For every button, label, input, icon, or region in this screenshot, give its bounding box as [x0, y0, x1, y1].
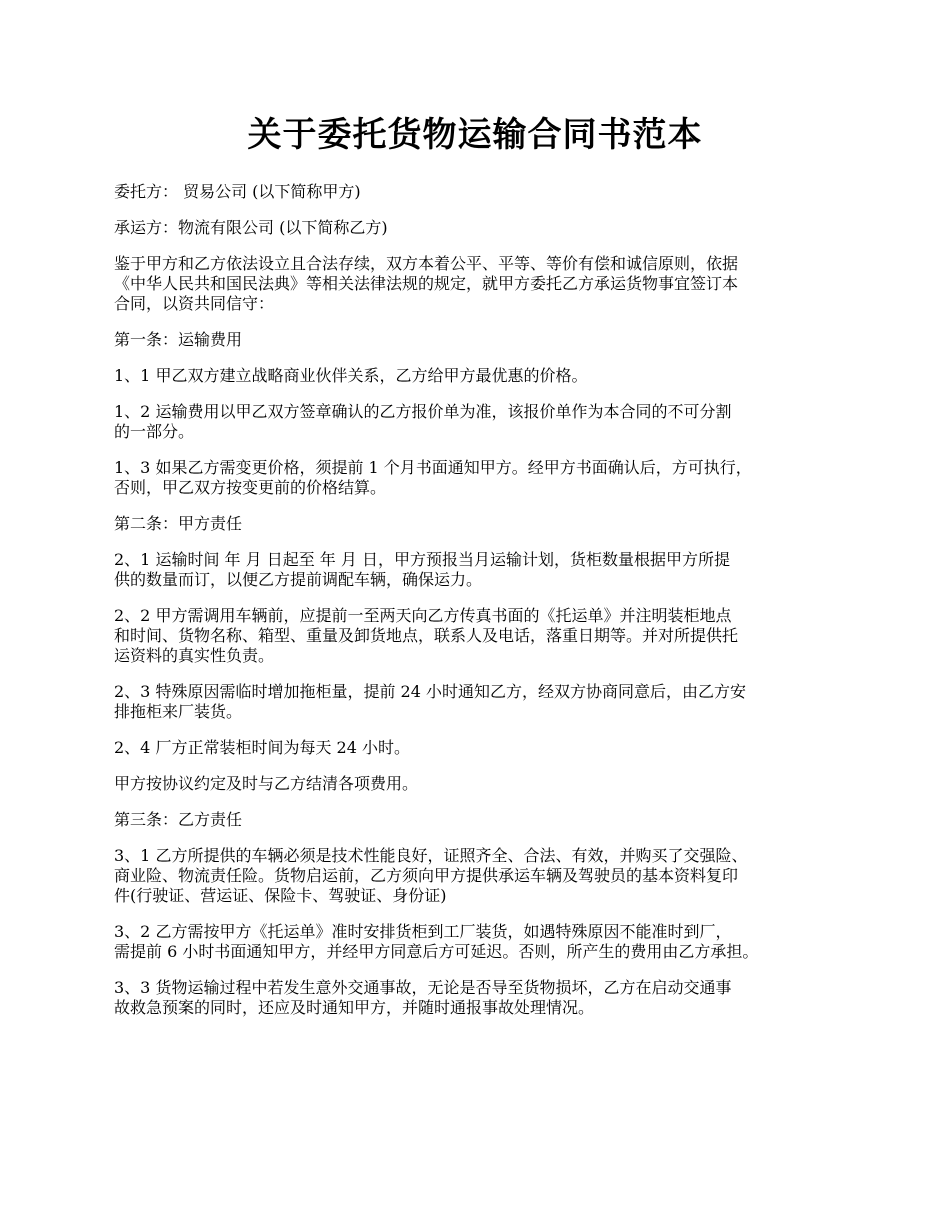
paragraph-line: 1、2 运输费用以甲乙双方签章确认的乙方报价单为准，该报价单作为本合同的不可分割 — [114, 402, 732, 421]
paragraph-line: 故救急预案的同时，还应及时通知甲方，并随时通报事故处理情况。 — [114, 998, 595, 1017]
paragraph-line: 委托方： 贸易公司 (以下简称甲方) — [114, 182, 361, 201]
paragraph-line: 2、1 运输时间 年 月 日起至 年 月 日，甲方预报当月运输计划，货柜数量根据甲方所提 — [114, 550, 730, 569]
paragraph — [114, 606, 854, 666]
paragraph — [114, 402, 854, 442]
paragraph — [114, 846, 854, 906]
paragraph — [114, 366, 854, 386]
paragraph-line: 排拖柜来厂装货。 — [114, 702, 243, 721]
paragraph-line: 运资料的真实性负责。 — [114, 646, 275, 665]
paragraph-line: 2、3 特殊原因需临时增加拖柜量，提前 24 小时通知乙方，经双方协商同意后，由乙方安 — [114, 682, 746, 701]
paragraph — [114, 458, 854, 498]
paragraph — [114, 254, 854, 314]
paragraph-line: 合同，以资共同信守： — [114, 294, 275, 313]
paragraph-line: 3、2 乙方需按甲方《托运单》准时安排货柜到工厂装货，如遇特殊原因不能准时到厂， — [114, 922, 732, 941]
paragraph-line: 甲方按协议约定及时与乙方结清各项费用。 — [114, 774, 419, 793]
paragraph-line: 《中华人民共和国民法典》等相关法律法规的规定，就甲方委托乙方承运货物事宜签订本 — [114, 274, 739, 293]
paragraph — [114, 330, 854, 350]
paragraph — [114, 182, 854, 202]
paragraph-line: 鉴于甲方和乙方依法设立且合法存续，双方本着公平、平等、等价有偿和诚信原则，依据 — [114, 254, 739, 273]
paragraph-line: 承运方：物流有限公司 (以下简称乙方) — [114, 218, 388, 237]
paragraph — [114, 682, 854, 722]
paragraph-line: 3、3 货物运输过程中若发生意外交通事故，无论是否导至货物损坏，乙方在启动交通事 — [114, 978, 732, 997]
paragraph-line: 2、4 厂方正常装柜时间为每天 24 小时。 — [114, 738, 410, 757]
paragraph-line: 1、3 如果乙方需变更价格，须提前 1 个月书面通知甲方。经甲方书面确认后，方可执行， — [114, 458, 752, 477]
paragraph-line: 否则，甲乙双方按变更前的价格结算。 — [114, 478, 387, 497]
paragraph-line: 2、2 甲方需调用车辆前，应提前一至两天向乙方传真书面的《托运单》并注明装柜地点 — [114, 606, 732, 625]
paragraph-line: 的一部分。 — [114, 422, 195, 441]
paragraph-line: 件(行驶证、营运证、保险卡、驾驶证、身份证) — [114, 886, 447, 905]
document-title: 关于委托货物运输合同书范本 — [247, 115, 703, 155]
paragraph-line: 供的数量而订，以便乙方提前调配车辆，确保运力。 — [114, 570, 483, 589]
paragraph-line: 第一条：运输费用 — [114, 330, 243, 349]
paragraph-line: 1、1 甲乙双方建立战略商业伙伴关系，乙方给甲方最优惠的价格。 — [114, 366, 588, 385]
paragraph-line: 和时间、货物名称、箱型、重量及卸货地点，联系人及电话，落重日期等。并对所提供托 — [114, 626, 739, 645]
paragraph-line: 3、1 乙方所提供的车辆必须是技术性能良好，证照齐全、合法、有效，并购买了交强险、 — [114, 846, 748, 865]
paragraph — [114, 922, 854, 962]
paragraph-line: 第二条：甲方责任 — [114, 514, 243, 533]
paragraph — [114, 810, 854, 830]
paragraph-line: 需提前 6 小时书面通知甲方，并经甲方同意后方可延迟。否则，所产生的费用由乙方承担。 — [114, 942, 759, 961]
document-body — [114, 182, 854, 1034]
paragraph-line: 商业险、物流责任险。货物启运前，乙方须向甲方提供承运车辆及驾驶员的基本资料复印 — [114, 866, 739, 885]
paragraph — [114, 514, 854, 534]
paragraph — [114, 738, 854, 758]
paragraph — [114, 978, 854, 1018]
paragraph — [114, 774, 854, 794]
paragraph — [114, 550, 854, 590]
paragraph-line: 第三条：乙方责任 — [114, 810, 243, 829]
paragraph — [114, 218, 854, 238]
